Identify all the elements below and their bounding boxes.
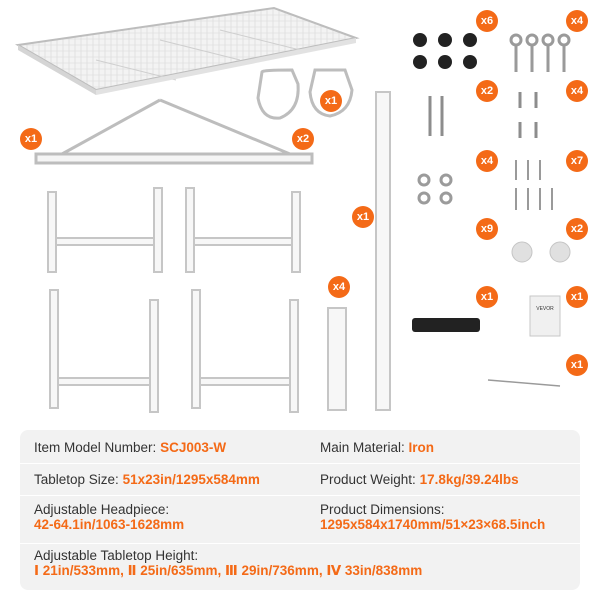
spec-dimensions-value: 1295x584x1740mm/51×23×68.5inch <box>320 517 546 532</box>
qty-badge-washers: x9 <box>476 218 498 240</box>
leg-frames <box>48 92 390 412</box>
manual-logo: VEVOR <box>536 306 554 312</box>
short-bolt-icons <box>520 92 536 138</box>
qty-badge-headpiece: x1 <box>20 128 42 150</box>
spec-weight-label: Product Weight: <box>320 472 416 487</box>
spec-model-label: Item Model Number: <box>34 440 157 455</box>
qty-badge-long-bolts: x2 <box>476 80 498 102</box>
qty-badge-screws: x7 <box>566 150 588 172</box>
qty-badge-pole: x1 <box>352 206 374 228</box>
strap-icon <box>412 318 480 332</box>
spec-headpiece <box>34 502 184 532</box>
spec-dimensions <box>320 502 545 532</box>
qty-badge-legs: x4 <box>328 276 350 298</box>
qty-badge-strap: x1 <box>476 286 498 308</box>
qty-badge-rubber-pads: x2 <box>566 218 588 240</box>
manual-icon <box>530 296 560 336</box>
spec-material <box>320 440 434 455</box>
spec-divider <box>20 463 580 464</box>
spec-tabletop <box>34 472 260 487</box>
spec-weight-value: 17.8kg/39.24lbs <box>419 472 519 487</box>
spec-tabletop-value: 51x23in/1295x584mm <box>122 472 260 487</box>
qty-badge-hooks: x2 <box>292 128 314 150</box>
screw-icons <box>516 160 552 210</box>
qty-badge-pins: x4 <box>566 10 588 32</box>
nut-icons <box>419 175 451 203</box>
qty-badge-tabletop: x1 <box>320 90 342 112</box>
spec-divider <box>20 543 580 544</box>
long-bolt-icons <box>430 96 442 136</box>
qty-badge-chain: x1 <box>566 354 588 376</box>
spec-divider <box>20 495 580 496</box>
pin-icons <box>511 35 569 72</box>
spec-weight <box>320 472 519 487</box>
spec-headpiece-value: 42-64.1in/1063-1628mm <box>34 517 185 532</box>
spec-model <box>34 440 226 455</box>
chain-icon <box>488 380 560 386</box>
tabletop-mesh <box>18 8 356 95</box>
spec-model-value: SCJ003-W <box>160 440 227 455</box>
spec-headpiece-label: Adjustable Headpiece: <box>34 502 170 517</box>
spec-height-label: Adjustable Tabletop Height: <box>34 548 199 563</box>
headpiece-frame <box>36 100 312 163</box>
spec-material-value: Iron <box>408 440 435 455</box>
qty-badge-knobs: x6 <box>476 10 498 32</box>
spec-material-label: Main Material: <box>320 440 405 455</box>
washer-icons <box>512 242 570 262</box>
qty-badge-nuts: x4 <box>476 150 498 172</box>
spec-tabletop-label: Tabletop Size: <box>34 472 119 487</box>
knob-icons <box>413 33 477 69</box>
qty-badge-manual: x1 <box>566 286 588 308</box>
spec-height-value: Ⅰ 21in/533mm, Ⅱ 25in/635mm, Ⅲ 29in/736mm, Ⅳ 33in/838mm <box>34 563 423 578</box>
qty-badge-short-bolts: x4 <box>566 80 588 102</box>
spec-dimensions-label: Product Dimensions: <box>320 502 445 517</box>
spec-panel <box>20 430 580 590</box>
spec-height <box>34 548 422 579</box>
